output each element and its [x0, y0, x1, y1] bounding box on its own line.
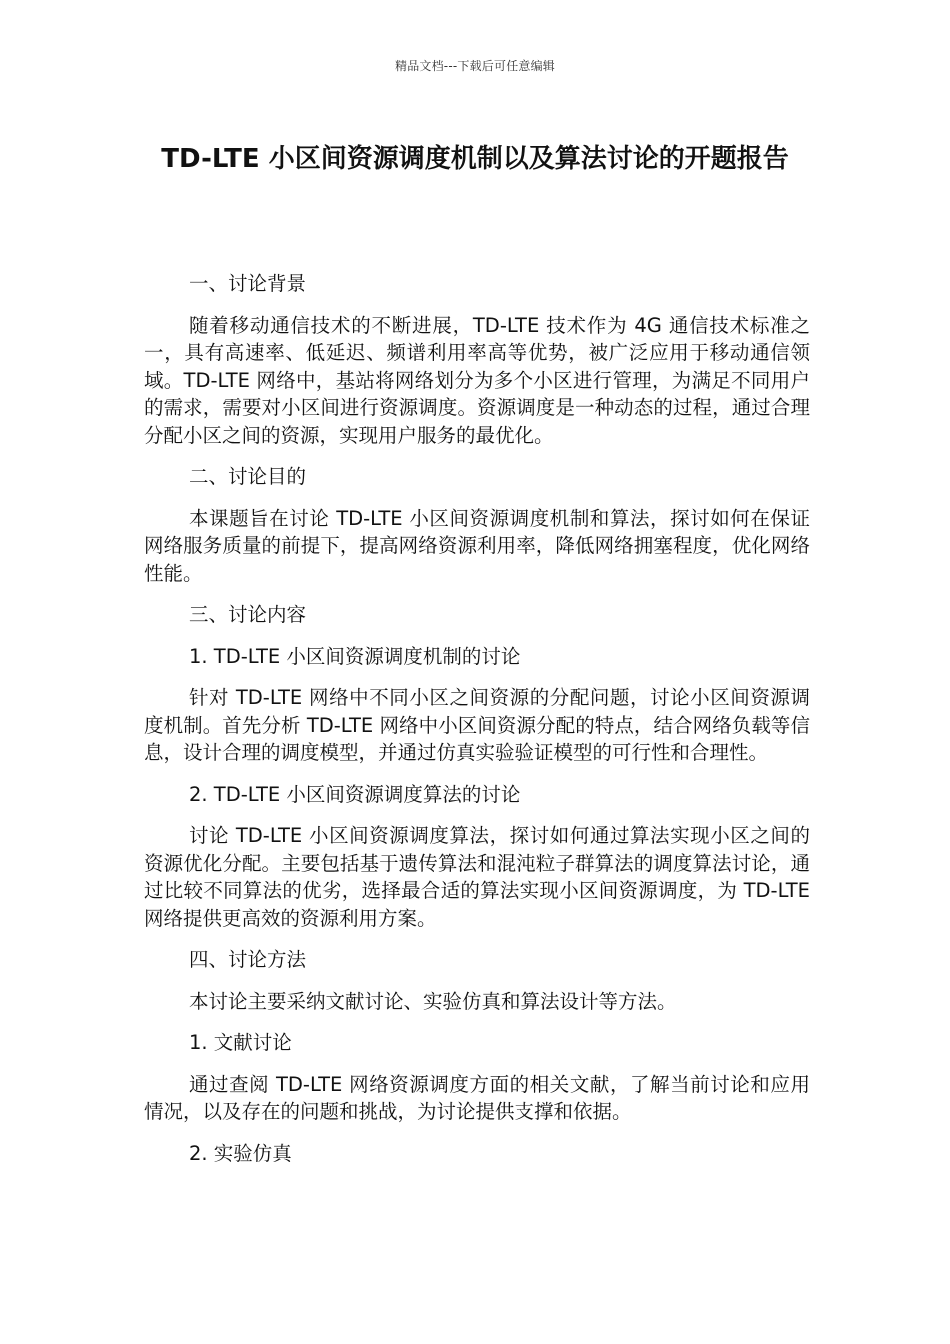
section-heading-content: 三、讨论内容 — [189, 603, 307, 626]
paragraph-methods-intro: 本讨论主要采纳文献讨论、实验仿真和算法设计等方法。 — [189, 989, 677, 1013]
subheading-mechanism: 1. TD-LTE 小区间资源调度机制的讨论 — [189, 644, 521, 668]
subheading-literature: 1. 文献讨论 — [189, 1031, 292, 1054]
paragraph-algorithm: 讨论 TD-LTE 小区间资源调度算法，探讨如何通过算法实现小区之间的资源优化分配。主要包括基于遗传算法和混沌粒子群算法的调度算法讨论，通过比较不同算法的优劣，选择最合适的算法实现小区间资源调度，为 TD-LTE 网络提供更高效的资源利用方案。 — [144, 824, 810, 930]
document-body — [144, 270, 810, 1181]
section-heading-purpose: 二、讨论目的 — [189, 465, 307, 488]
paragraph-purpose: 本课题旨在讨论 TD-LTE 小区间资源调度机制和算法，探讨如何在保证网络服务质量的前提下，提高网络资源利用率，降低网络拥塞程度，优化网络性能。 — [144, 506, 810, 585]
subheading-algorithm: 2. TD-LTE 小区间资源调度算法的讨论 — [189, 782, 521, 806]
document-title: TD-LTE 小区间资源调度机制以及算法讨论的开题报告 — [161, 144, 789, 174]
paragraph-mechanism: 针对 TD-LTE 网络中不同小区之间资源的分配问题，讨论小区间资源调度机制。首先分析 TD-LTE 网络中小区间资源分配的特点，结合网络负载等信息，设计合理的调度模型，并通过仿真实验验证模型的可行性和合理性。 — [144, 686, 810, 764]
paragraph-literature: 通过查阅 TD-LTE 网络资源调度方面的相关文献，了解当前讨论和应用情况，以及存在的问题和挑战，为讨论提供支撑和依据。 — [144, 1072, 810, 1123]
paragraph-background: 随着移动通信技术的不断进展，TD-LTE 技术作为 4G 通信技术标准之一，具有高速率、低延迟、频谱利用率高等优势，被广泛应用于移动通信领域。TD-LTE 网络中，基站将网络划分为多个小区进行管理，为满足不同用户的需求，需要对小区间进行资源调度。资源调度是一种动态的过程，通过合理分配小区之间的资源，实现用户服务的最优化。 — [144, 313, 810, 447]
header-note: 精品文档---下载后可任意编辑 — [395, 59, 555, 73]
section-heading-methods: 四、讨论方法 — [189, 948, 307, 971]
section-heading-background: 一、讨论背景 — [189, 272, 307, 295]
subheading-simulation: 2. 实验仿真 — [189, 1141, 292, 1165]
